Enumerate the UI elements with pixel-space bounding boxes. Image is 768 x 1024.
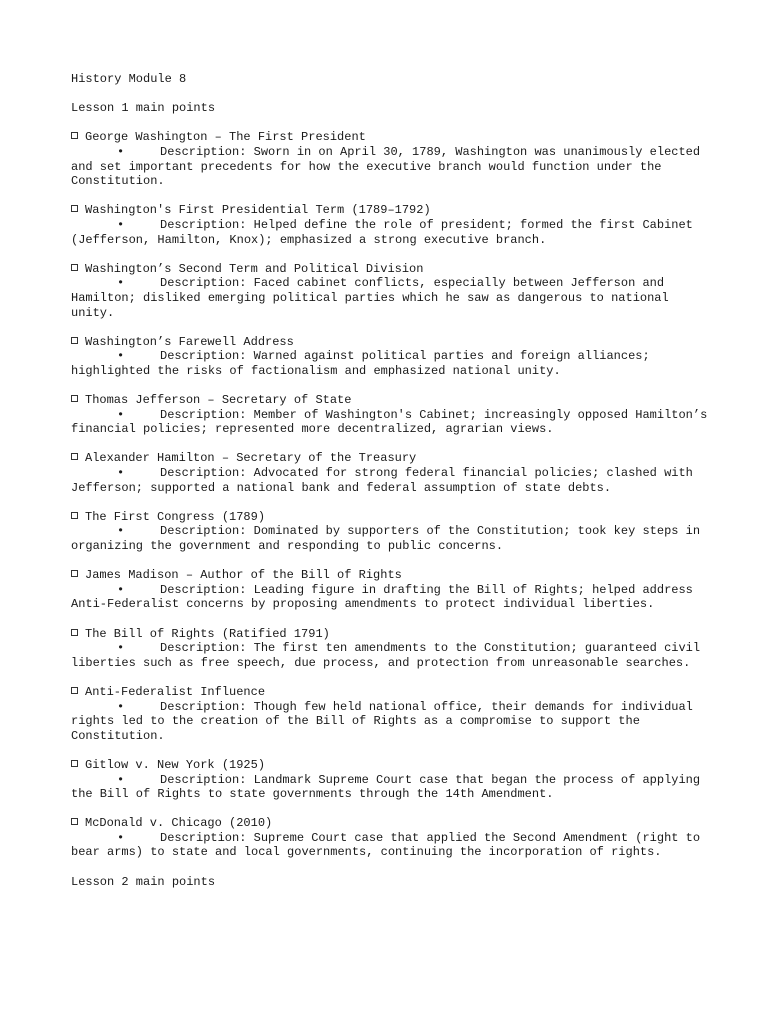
lesson-1-heading: Lesson 1 main points: [71, 101, 216, 116]
list-item: [71, 510, 711, 554]
list-item: [71, 335, 711, 379]
entry-heading-text: Thomas Jefferson – Secretary of State: [85, 393, 352, 408]
entry-description: [71, 524, 711, 553]
entry-description-text: Description: Dominated by supporters of the Constitution; took key steps in organizing the government and responding to public concerns.: [71, 524, 701, 553]
checkbox-square-icon: [71, 629, 78, 636]
lesson-2-heading: Lesson 2 main points: [71, 874, 216, 889]
entry-heading: [71, 335, 711, 350]
entry-description: [71, 145, 711, 189]
entry-heading-text: Washington’s Farewell Address: [85, 334, 294, 349]
list-item: [71, 685, 711, 743]
checkbox-square-icon: [71, 818, 78, 825]
entry-description: [71, 641, 711, 670]
entry-description: [71, 218, 711, 247]
entry-heading: [71, 510, 711, 525]
checkbox-square-icon: [71, 687, 78, 694]
list-item: [71, 262, 711, 320]
checkbox-square-icon: [71, 264, 78, 271]
entry-description-text: Description: Warned against political parties and foreign alliances; highlighted the risks of factionalism and emphasized national unity.: [71, 349, 650, 378]
list-item: [71, 130, 711, 188]
entry-description-text: Description: Faced cabinet conflicts, especially between Jefferson and Hamilton; disliked emerging political parties which he saw as dangerous to national unity.: [71, 276, 669, 320]
entry-description-text: Description: Advocated for strong federal financial policies; clashed with Jefferson; supported a national bank and federal assumption of state debts.: [71, 466, 693, 495]
entry-heading: [71, 568, 711, 583]
entry-heading-text: James Madison – Author of the Bill of Rights: [85, 568, 402, 583]
list-item: [71, 758, 711, 802]
entry-description-text: Description: Leading figure in drafting the Bill of Rights; helped address Anti-Federalist concerns by proposing amendments to protect individual liberties.: [71, 582, 693, 612]
entry-heading-text: Gitlow v. New York (1925): [85, 757, 266, 772]
entry-heading-text: Alexander Hamilton – Secretary of the Treasury: [85, 451, 417, 466]
bullet-icon: •: [117, 582, 125, 597]
entry-heading: [71, 685, 711, 700]
bullet-icon: •: [117, 276, 125, 291]
checkbox-square-icon: [71, 760, 78, 767]
entry-heading: [71, 816, 711, 831]
checkbox-square-icon: [71, 453, 78, 460]
document-title: History Module 8: [71, 72, 187, 86]
entry-description: [71, 349, 711, 378]
bullet-icon: •: [117, 349, 125, 364]
checkbox-square-icon: [71, 512, 78, 519]
entry-description-text: Description: Supreme Court case that applied the Second Amendment (right to bear arms) to state and local governments, continuing the incorporation of rights.: [71, 830, 701, 860]
checkbox-square-icon: [71, 205, 78, 212]
entry-heading-text: The Bill of Rights (Ratified 1791): [85, 626, 330, 641]
checkbox-square-icon: [71, 132, 78, 139]
entry-description: [71, 831, 711, 860]
entry-description-text: Description: Landmark Supreme Court case that began the process of applying the Bill of Rights to state governments through the 14th Amendment.: [71, 772, 701, 802]
entry-description: [71, 408, 711, 437]
entry-heading-text: Washington's First Presidential Term (1789–1792): [85, 203, 431, 218]
document-page: [71, 72, 711, 889]
list-item: [71, 568, 711, 612]
bullet-icon: •: [117, 524, 125, 539]
bullet-icon: •: [117, 144, 125, 159]
entry-description: [71, 773, 711, 802]
entry-description: [71, 700, 711, 744]
bullet-icon: •: [117, 699, 125, 714]
entry-heading: [71, 393, 711, 408]
bullet-icon: •: [117, 466, 125, 481]
entry-heading: [71, 203, 711, 218]
entry-heading-text: George Washington – The First President: [85, 130, 366, 145]
checkbox-square-icon: [71, 395, 78, 402]
list-item: [71, 203, 711, 247]
entry-heading: [71, 627, 711, 642]
list-item: [71, 393, 711, 437]
entry-description-text: Description: Member of Washington's Cabinet; increasingly opposed Hamilton’s financial policies; represented more decentralized, agrarian views.: [71, 407, 708, 437]
bullet-icon: •: [117, 772, 125, 787]
entry-description-text: Description: Though few held national office, their demands for individual rights led to the creation of the Bill of Rights as a compromise to support the Constitution.: [71, 699, 693, 743]
list-item: [71, 451, 711, 495]
bullet-icon: •: [117, 830, 125, 845]
entry-description-text: Description: Helped define the role of president; formed the first Cabinet (Jefferson, Hamilton, Knox); emphasized a strong executive branch.: [71, 217, 693, 247]
list-item: [71, 816, 711, 860]
entry-description-text: Description: The first ten amendments to the Constitution; guaranteed civil liberties such as free speech, due process, and protection from unreasonable searches.: [71, 641, 701, 670]
bullet-icon: •: [117, 641, 125, 656]
entry-description: [71, 466, 711, 495]
bullet-icon: •: [117, 217, 125, 232]
entry-description: [71, 583, 711, 612]
entry-heading: [71, 451, 711, 466]
checkbox-square-icon: [71, 570, 78, 577]
checkbox-square-icon: [71, 337, 78, 344]
entry-heading: [71, 262, 711, 277]
entry-heading-text: Anti-Federalist Influence: [85, 684, 266, 699]
entry-description-text: Description: Sworn in on April 30, 1789, Washington was unanimously elected and set important precedents for how the executive branch would function under the Constitution.: [71, 144, 701, 189]
entry-heading-text: The First Congress (1789): [85, 509, 266, 524]
bullet-icon: •: [117, 407, 125, 422]
entry-heading-text: Washington’s Second Term and Political Division: [85, 261, 424, 276]
entry-heading-text: McDonald v. Chicago (2010): [85, 816, 273, 831]
entry-heading: [71, 130, 711, 145]
entry-heading: [71, 758, 711, 773]
list-item: [71, 627, 711, 671]
entry-list: [71, 130, 711, 860]
entry-description: [71, 276, 711, 320]
